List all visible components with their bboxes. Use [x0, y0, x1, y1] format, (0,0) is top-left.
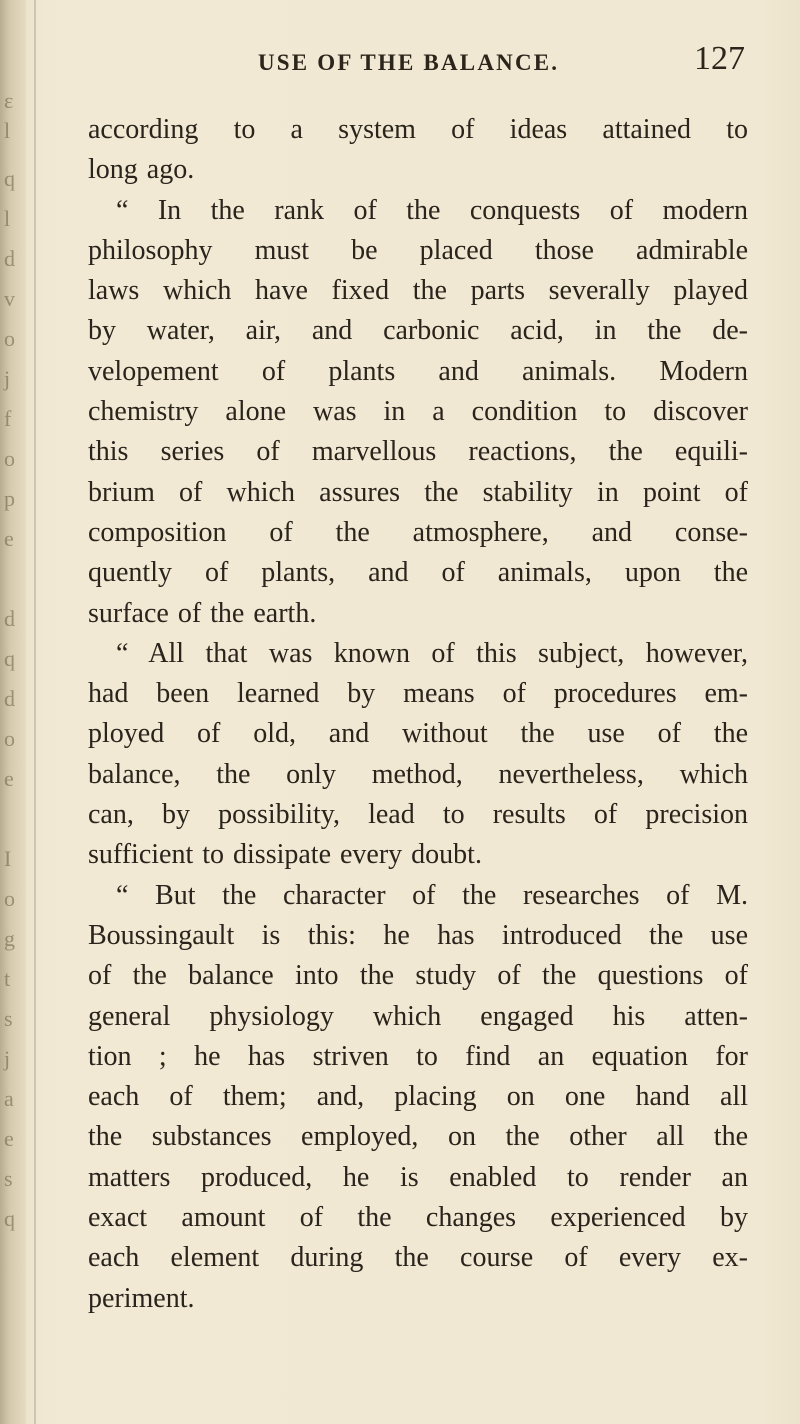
text-line: “ In the rank of the conquests of modern — [116, 194, 748, 226]
bleed-mark: v — [4, 286, 15, 311]
text-line: surface of the earth. — [88, 597, 317, 629]
bleed-mark: a — [4, 1086, 14, 1111]
text-line: composition of the atmosphere, and conse- — [88, 516, 748, 548]
bleed-mark: e — [4, 766, 14, 791]
text-line: of the balance into the study of the questions of — [88, 960, 748, 992]
bleed-mark: q — [4, 1206, 15, 1231]
text-line: velopement of plants and animals. Modern — [88, 355, 748, 387]
page-number: 127 — [694, 40, 745, 77]
bleed-mark: g — [4, 926, 15, 951]
bleed-mark: l — [4, 206, 11, 231]
bleed-mark: s — [4, 1006, 13, 1031]
text-line: tion ; he has striven to find an equation for — [88, 1040, 748, 1072]
text-line: “ But the character of the researches of M. — [116, 879, 748, 911]
bleed-mark: e — [4, 526, 14, 551]
body-text — [88, 110, 748, 1319]
bleed-mark: o — [4, 326, 15, 351]
bleed-mark: d — [4, 606, 15, 631]
bleed-mark: p — [4, 486, 15, 511]
bleed-mark: d — [4, 686, 15, 711]
text-line: general physiology which engaged his atten- — [88, 1000, 748, 1032]
text-line: can, by possibility, lead to results of precision — [88, 799, 748, 831]
text-line: this series of marvellous reactions, the equili- — [88, 436, 748, 468]
bleed-through-letters — [0, 90, 26, 1290]
bleed-mark: I — [4, 846, 12, 871]
text-line: brium of which assures the stability in point of — [88, 476, 748, 508]
text-line: each of them; and, placing on one hand all — [88, 1081, 748, 1113]
bleed-mark: f — [4, 406, 12, 431]
text-line: had been learned by means of procedures em- — [88, 678, 748, 710]
bleed-mark: o — [4, 886, 15, 911]
text-line: chemistry alone was in a condition to discover — [88, 396, 748, 428]
text-line: Boussingault is this: he has introduced the use — [88, 919, 748, 951]
text-line: according to a system of ideas attained to — [88, 114, 748, 145]
bleed-mark: j — [4, 366, 11, 391]
text-line: philosophy must be placed those admirable — [88, 234, 748, 266]
bleed-mark: e — [4, 1126, 14, 1151]
text-line: each element during the course of every ex- — [88, 1242, 748, 1274]
text-line: the substances employed, on the other all the — [88, 1121, 748, 1153]
text-line: periment. — [88, 1282, 195, 1314]
bleed-mark: t — [4, 966, 11, 991]
gutter-edge — [34, 0, 36, 1424]
text-line: quently of plants, and of animals, upon the — [88, 557, 748, 589]
text-line: sufficient to dissipate every doubt. — [88, 839, 482, 871]
text-line: balance, the only method, nevertheless, which — [88, 758, 748, 790]
bleed-mark: j — [4, 1046, 11, 1071]
text-line: ployed of old, and without the use of the — [88, 718, 748, 750]
bleed-mark: ε — [4, 88, 14, 113]
running-head: USE OF THE BALANCE. — [258, 50, 560, 75]
bleed-mark: d — [4, 246, 15, 271]
text-line: laws which have fixed the parts severally played — [88, 275, 748, 307]
bleed-mark: s — [4, 1166, 13, 1191]
bleed-mark: l — [4, 118, 11, 143]
bleed-mark: q — [4, 646, 15, 671]
text-line: by water, air, and carbonic acid, in the de- — [88, 315, 748, 347]
bleed-mark: o — [4, 446, 15, 471]
text-line: “ All that was known of this subject, however, — [116, 637, 748, 669]
bleed-mark: o — [4, 726, 15, 751]
text-line: long ago. — [88, 154, 195, 186]
text-line: matters produced, he is enabled to render an — [88, 1161, 748, 1193]
page-header — [0, 40, 800, 86]
text-line: exact amount of the changes experienced by — [88, 1202, 748, 1234]
bleed-mark: q — [4, 166, 15, 191]
